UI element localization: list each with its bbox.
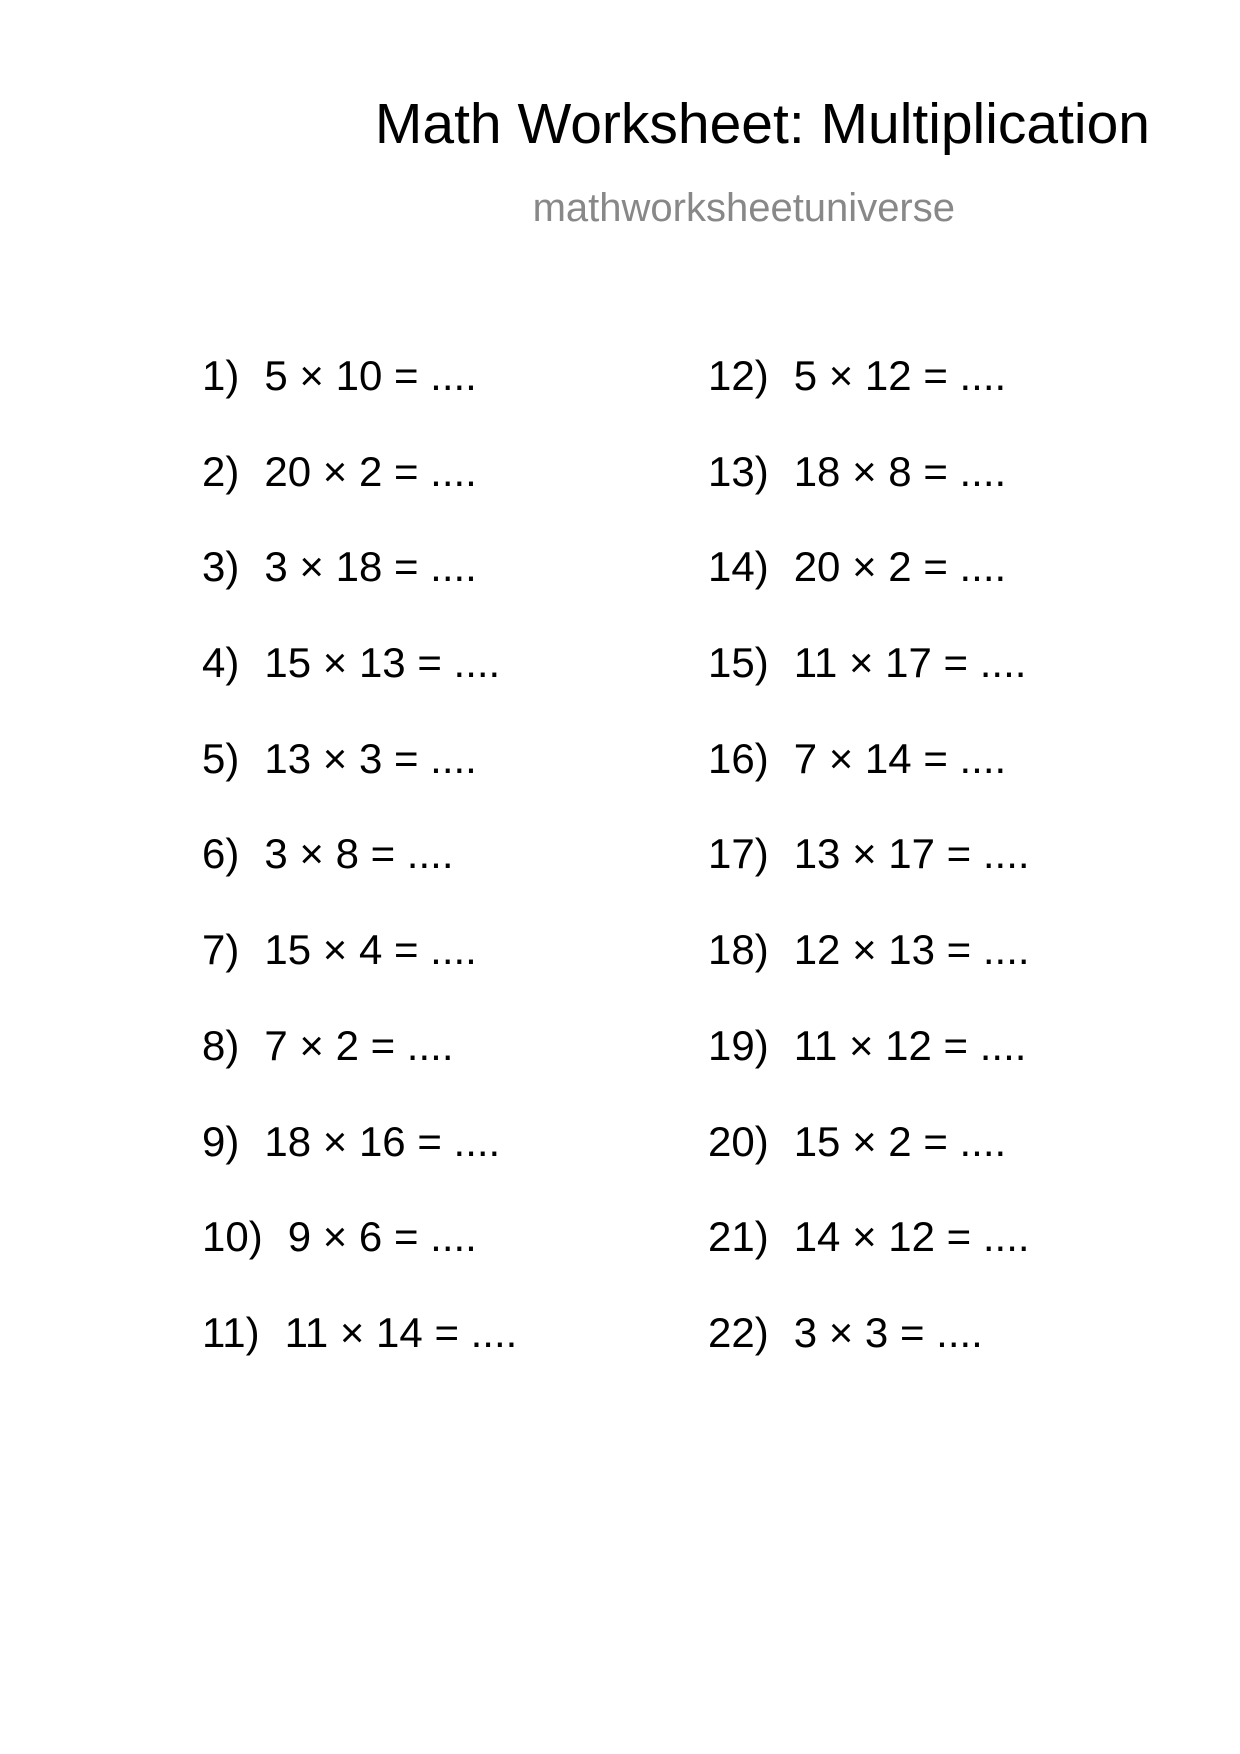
problem-number: 11) bbox=[202, 1308, 260, 1356]
problem-expression: 13 × 17 = .... bbox=[793, 830, 1030, 878]
problem-number: 4) bbox=[202, 639, 240, 687]
problem-item bbox=[202, 830, 517, 926]
problem-expression: 12 × 13 = .... bbox=[793, 926, 1030, 974]
problem-item bbox=[202, 639, 517, 735]
problem-item bbox=[202, 926, 517, 1022]
problem-item bbox=[202, 735, 517, 831]
problem-item bbox=[202, 1213, 517, 1309]
problem-expression: 18 × 8 = .... bbox=[793, 447, 1007, 495]
problem-item bbox=[708, 352, 1030, 448]
problem-number: 8) bbox=[202, 1021, 240, 1069]
problem-item bbox=[708, 830, 1030, 926]
problem-number: 6) bbox=[202, 830, 240, 878]
problem-expression: 20 × 2 = .... bbox=[264, 447, 477, 495]
problem-expression: 14 × 12 = .... bbox=[793, 1213, 1030, 1261]
problem-expression: 15 × 13 = .... bbox=[264, 639, 501, 687]
problem-list-right bbox=[708, 352, 1030, 1405]
problem-item bbox=[202, 543, 517, 639]
problem-number: 10) bbox=[202, 1213, 263, 1261]
problem-item bbox=[708, 448, 1030, 544]
problem-number: 18) bbox=[708, 926, 769, 974]
problem-expression: 13 × 3 = .... bbox=[264, 734, 477, 782]
problem-expression: 5 × 10 = .... bbox=[264, 352, 477, 399]
problem-number: 22) bbox=[708, 1308, 769, 1356]
problem-item bbox=[708, 735, 1030, 831]
problem-number: 14) bbox=[708, 543, 769, 591]
problem-expression: 3 × 8 = .... bbox=[264, 830, 454, 878]
problem-item bbox=[708, 639, 1030, 735]
problem-expression: 15 × 4 = .... bbox=[264, 926, 477, 974]
problem-item bbox=[202, 352, 517, 448]
problem-item bbox=[202, 1309, 517, 1405]
problem-expression: 7 × 2 = .... bbox=[264, 1021, 454, 1069]
problem-number: 20) bbox=[708, 1117, 769, 1165]
problem-item bbox=[202, 1022, 517, 1118]
problem-number: 9) bbox=[202, 1117, 240, 1165]
problem-expression: 3 × 3 = .... bbox=[793, 1308, 983, 1356]
site-subtitle: mathworksheetuniverse bbox=[532, 186, 955, 230]
problem-item bbox=[202, 1118, 517, 1214]
problem-expression: 11 × 12 = .... bbox=[793, 1021, 1027, 1069]
problem-number: 21) bbox=[708, 1213, 769, 1261]
problem-expression: 7 × 14 = .... bbox=[793, 734, 1007, 782]
problem-item bbox=[708, 1213, 1030, 1309]
problem-expression: 15 × 2 = .... bbox=[793, 1117, 1007, 1165]
problem-item bbox=[202, 448, 517, 544]
page-title: Math Worksheet: Multiplication bbox=[374, 92, 1150, 156]
problem-expression: 20 × 2 = .... bbox=[793, 543, 1007, 591]
problem-expression: 9 × 6 = .... bbox=[287, 1213, 477, 1261]
problem-expression: 11 × 17 = .... bbox=[793, 639, 1027, 687]
problem-number: 15) bbox=[708, 639, 769, 687]
problem-number: 12) bbox=[708, 352, 769, 399]
problem-item bbox=[708, 1022, 1030, 1118]
problem-number: 2) bbox=[202, 447, 240, 495]
problem-number: 3) bbox=[202, 543, 240, 591]
problem-item bbox=[708, 926, 1030, 1022]
problem-item bbox=[708, 543, 1030, 639]
problem-item bbox=[708, 1309, 1030, 1405]
problem-number: 1) bbox=[202, 352, 240, 399]
problem-expression: 18 × 16 = .... bbox=[264, 1117, 501, 1165]
problem-number: 16) bbox=[708, 734, 769, 782]
problem-number: 17) bbox=[708, 830, 769, 878]
problem-number: 7) bbox=[202, 926, 240, 974]
problem-expression: 11 × 14 = .... bbox=[284, 1308, 518, 1356]
problem-item bbox=[708, 1118, 1030, 1214]
problem-number: 19) bbox=[708, 1021, 769, 1069]
problem-number: 5) bbox=[202, 734, 240, 782]
problem-number: 13) bbox=[708, 447, 769, 495]
problem-list-left bbox=[202, 352, 517, 1405]
problem-expression: 3 × 18 = .... bbox=[264, 543, 477, 591]
problem-expression: 5 × 12 = .... bbox=[793, 352, 1007, 399]
